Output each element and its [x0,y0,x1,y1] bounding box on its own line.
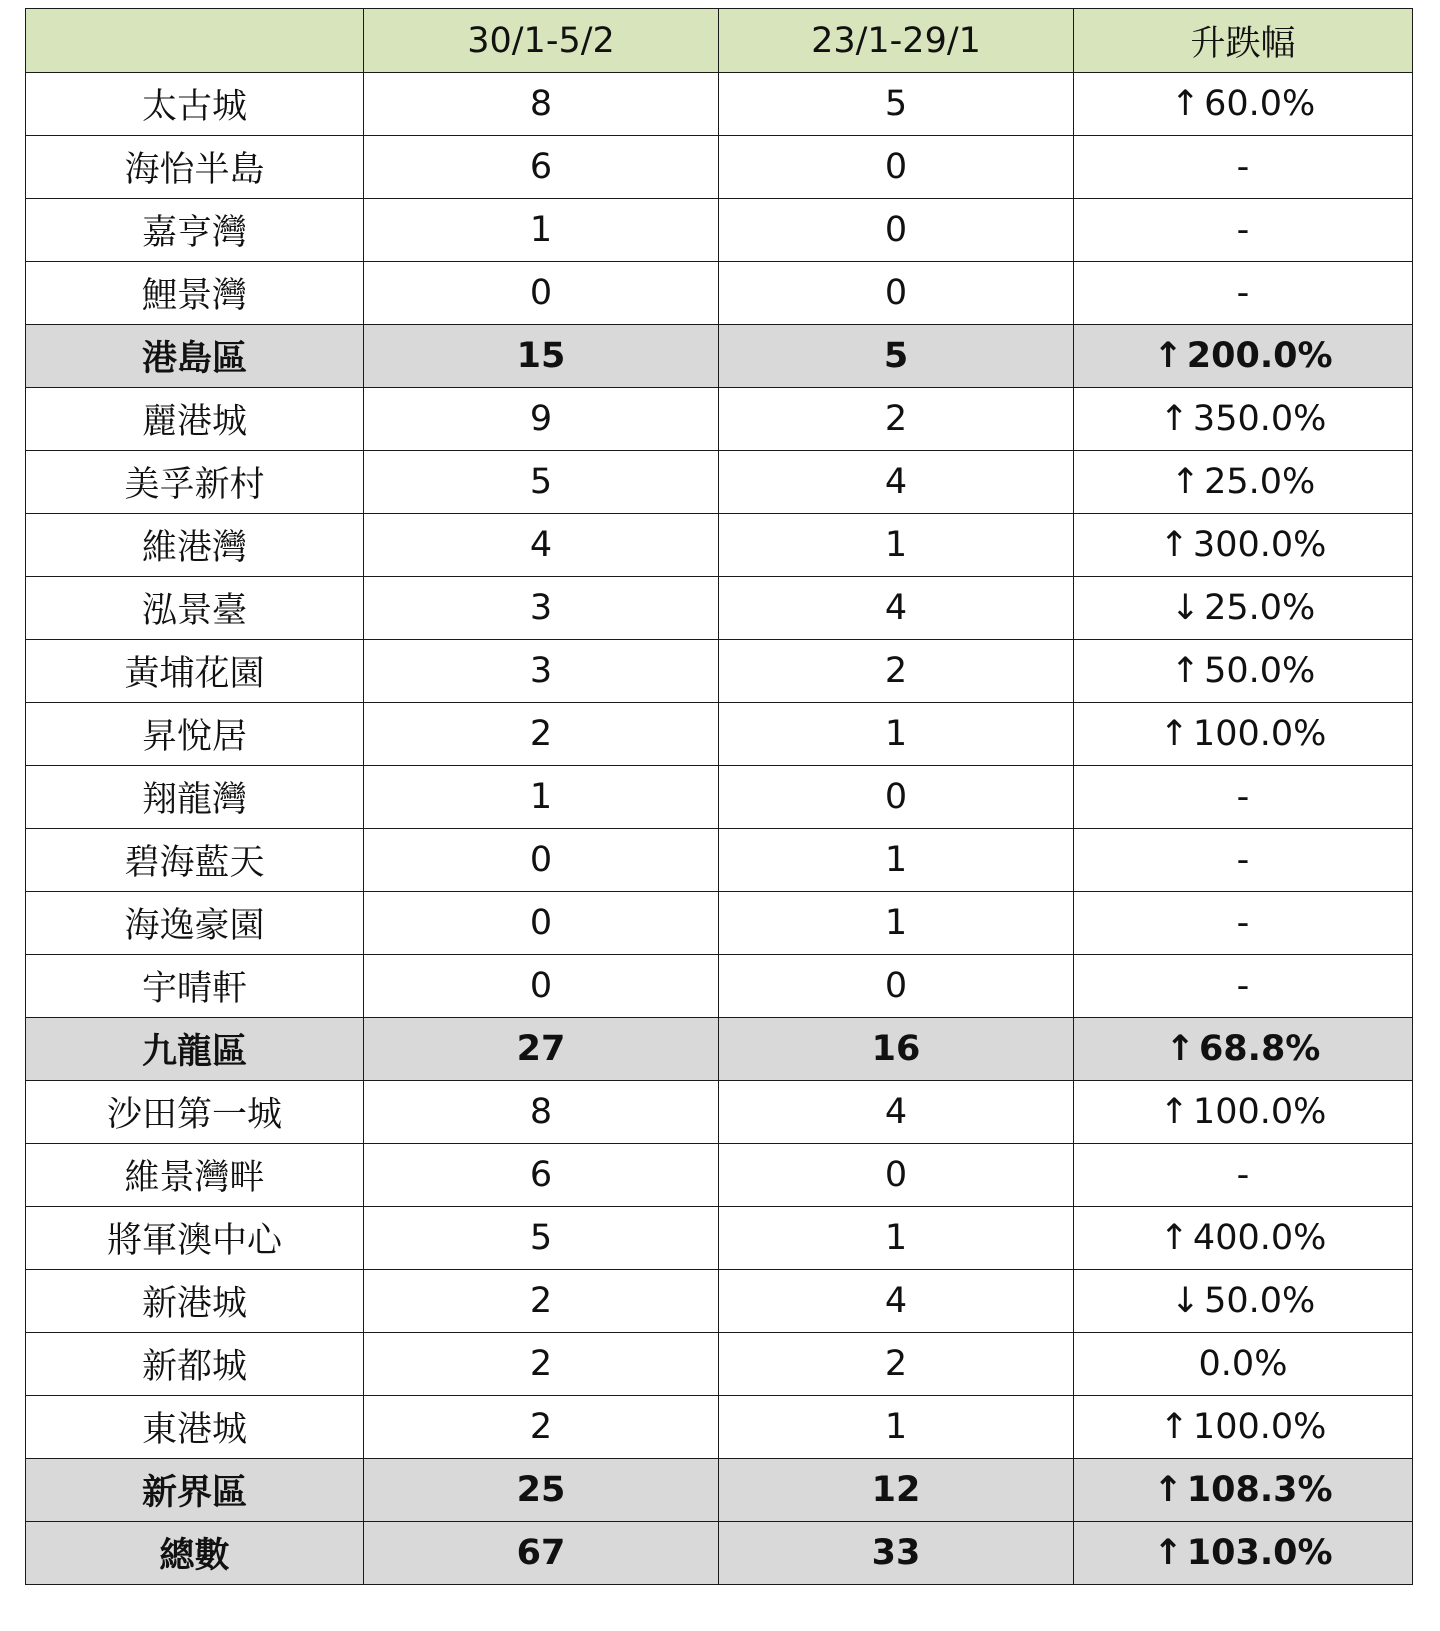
estate-name-cell: 新港城 [26,1270,364,1333]
change-value: - [1236,840,1250,880]
table-row [26,262,1413,325]
change-value: - [1236,966,1250,1006]
change-value: 25.0% [1204,462,1316,502]
table-row [26,1207,1413,1270]
table-row [26,136,1413,199]
current-week-cell: 3 [364,577,719,640]
change-cell [1074,766,1413,829]
current-week-cell: 5 [364,451,719,514]
current-week-cell: 0 [364,829,719,892]
estate-name-cell: 維景灣畔 [26,1144,364,1207]
arrow-down-icon: ↓ [1170,588,1201,628]
change-value: 0.0% [1198,1344,1288,1384]
current-week-cell: 27 [364,1018,719,1081]
previous-week-cell: 0 [719,1144,1074,1207]
table-row [26,73,1413,136]
arrow-up-icon: ↑ [1170,84,1201,124]
table-body [26,73,1413,1585]
arrow-up-icon: ↑ [1165,1029,1195,1069]
change-value: 200.0% [1186,336,1333,376]
change-value: 400.0% [1192,1218,1327,1258]
previous-week-cell: 1 [719,1396,1074,1459]
header-estate [26,9,364,73]
estate-name-cell: 宇晴軒 [26,955,364,1018]
change-cell [1074,1018,1413,1081]
current-week-cell: 4 [364,514,719,577]
arrow-up-icon: ↑ [1159,714,1189,754]
change-value: 50.0% [1204,651,1316,691]
change-cell [1074,640,1413,703]
arrow-up-icon: ↑ [1153,1533,1183,1573]
estate-name-cell: 新都城 [26,1333,364,1396]
change-value: 103.0% [1186,1533,1333,1573]
change-cell [1074,1207,1413,1270]
current-week-cell: 2 [364,703,719,766]
estate-name-cell: 碧海藍天 [26,829,364,892]
change-cell [1074,262,1413,325]
change-value: - [1236,903,1250,943]
change-cell [1074,1522,1413,1585]
table-row [26,199,1413,262]
estate-name-cell: 美孚新村 [26,451,364,514]
current-week-cell: 8 [364,1081,719,1144]
current-week-cell: 2 [364,1333,719,1396]
table-row [26,1081,1413,1144]
estate-name-cell: 東港城 [26,1396,364,1459]
previous-week-cell: 2 [719,388,1074,451]
current-week-cell: 9 [364,388,719,451]
table-row [26,388,1413,451]
change-value: 300.0% [1192,525,1327,565]
current-week-cell: 6 [364,1144,719,1207]
table-row [26,829,1413,892]
previous-week-cell: 5 [719,325,1074,388]
arrow-up-icon: ↑ [1170,651,1201,691]
table-row [26,451,1413,514]
previous-week-cell: 0 [719,766,1074,829]
table-row [26,955,1413,1018]
change-cell [1074,73,1413,136]
previous-week-cell: 1 [719,703,1074,766]
subtotal-row [26,325,1413,388]
change-cell [1074,955,1413,1018]
table-row [26,1270,1413,1333]
header-current-week: 30/1-5/2 [364,9,719,73]
change-cell [1074,892,1413,955]
previous-week-cell: 12 [719,1459,1074,1522]
change-value: 108.3% [1186,1470,1333,1510]
estate-name-cell: 泓景臺 [26,577,364,640]
change-value: 100.0% [1192,1407,1327,1447]
change-cell [1074,703,1413,766]
table-row [26,892,1413,955]
arrow-up-icon: ↑ [1159,1092,1189,1132]
previous-week-cell: 1 [719,1207,1074,1270]
change-value: 50.0% [1204,1281,1316,1321]
current-week-cell: 6 [364,136,719,199]
previous-week-cell: 1 [719,514,1074,577]
header-row [26,9,1413,73]
change-cell [1074,577,1413,640]
table-row [26,766,1413,829]
estate-name-cell: 維港灣 [26,514,364,577]
previous-week-cell: 0 [719,262,1074,325]
arrow-up-icon: ↑ [1153,1470,1183,1510]
header-change: 升跌幅 [1074,9,1413,73]
change-cell [1074,136,1413,199]
estate-name-cell: 新界區 [26,1459,364,1522]
previous-week-cell: 0 [719,199,1074,262]
change-value: 60.0% [1204,84,1316,124]
previous-week-cell: 0 [719,955,1074,1018]
change-value: 68.8% [1198,1029,1321,1069]
change-value: - [1236,147,1250,187]
previous-week-cell: 4 [719,451,1074,514]
previous-week-cell: 0 [719,136,1074,199]
estate-name-cell: 將軍澳中心 [26,1207,364,1270]
change-value: - [1236,210,1250,250]
change-value: - [1236,273,1250,313]
current-week-cell: 2 [364,1396,719,1459]
previous-week-cell: 4 [719,1081,1074,1144]
current-week-cell: 0 [364,955,719,1018]
arrow-up-icon: ↑ [1159,399,1189,439]
current-week-cell: 3 [364,640,719,703]
subtotal-row [26,1459,1413,1522]
estate-name-cell: 黃埔花園 [26,640,364,703]
estate-name-cell: 翔龍灣 [26,766,364,829]
change-value: 25.0% [1204,588,1316,628]
change-cell [1074,829,1413,892]
current-week-cell: 67 [364,1522,719,1585]
change-cell [1074,1459,1413,1522]
estate-name-cell: 沙田第一城 [26,1081,364,1144]
previous-week-cell: 4 [719,577,1074,640]
header-previous-week: 23/1-29/1 [719,9,1074,73]
arrow-up-icon: ↑ [1159,1218,1189,1258]
change-value: 100.0% [1192,714,1327,754]
change-cell [1074,451,1413,514]
transaction-table [25,8,1413,1585]
estate-name-cell: 嘉亨灣 [26,199,364,262]
estate-name-cell: 九龍區 [26,1018,364,1081]
change-cell [1074,514,1413,577]
previous-week-cell: 2 [719,1333,1074,1396]
current-week-cell: 0 [364,262,719,325]
table-row [26,1144,1413,1207]
estate-name-cell: 總數 [26,1522,364,1585]
table-row [26,1333,1413,1396]
estate-name-cell: 海怡半島 [26,136,364,199]
table-row [26,640,1413,703]
change-cell [1074,1396,1413,1459]
arrow-up-icon: ↑ [1153,336,1183,376]
subtotal-row [26,1522,1413,1585]
change-cell [1074,388,1413,451]
current-week-cell: 5 [364,1207,719,1270]
change-cell [1074,1081,1413,1144]
arrow-up-icon: ↑ [1159,1407,1189,1447]
table-row [26,1396,1413,1459]
change-cell [1074,1144,1413,1207]
table-row [26,703,1413,766]
change-cell [1074,325,1413,388]
estate-name-cell: 海逸豪園 [26,892,364,955]
estate-name-cell: 港島區 [26,325,364,388]
change-value: - [1236,1155,1250,1195]
current-week-cell: 2 [364,1270,719,1333]
current-week-cell: 0 [364,892,719,955]
current-week-cell: 8 [364,73,719,136]
change-cell [1074,199,1413,262]
estate-name-cell: 昇悅居 [26,703,364,766]
arrow-up-icon: ↑ [1170,462,1201,502]
estate-name-cell: 鯉景灣 [26,262,364,325]
current-week-cell: 25 [364,1459,719,1522]
previous-week-cell: 5 [719,73,1074,136]
table-row [26,577,1413,640]
change-value: - [1236,777,1250,817]
change-value: 350.0% [1192,399,1327,439]
current-week-cell: 1 [364,199,719,262]
previous-week-cell: 2 [719,640,1074,703]
previous-week-cell: 1 [719,892,1074,955]
previous-week-cell: 16 [719,1018,1074,1081]
subtotal-row [26,1018,1413,1081]
previous-week-cell: 33 [719,1522,1074,1585]
current-week-cell: 15 [364,325,719,388]
arrow-up-icon: ↑ [1159,525,1189,565]
change-value: 100.0% [1192,1092,1327,1132]
table-row [26,514,1413,577]
previous-week-cell: 1 [719,829,1074,892]
previous-week-cell: 4 [719,1270,1074,1333]
estate-name-cell: 麗港城 [26,388,364,451]
current-week-cell: 1 [364,766,719,829]
arrow-down-icon: ↓ [1170,1281,1201,1321]
change-cell [1074,1333,1413,1396]
change-cell [1074,1270,1413,1333]
estate-name-cell: 太古城 [26,73,364,136]
